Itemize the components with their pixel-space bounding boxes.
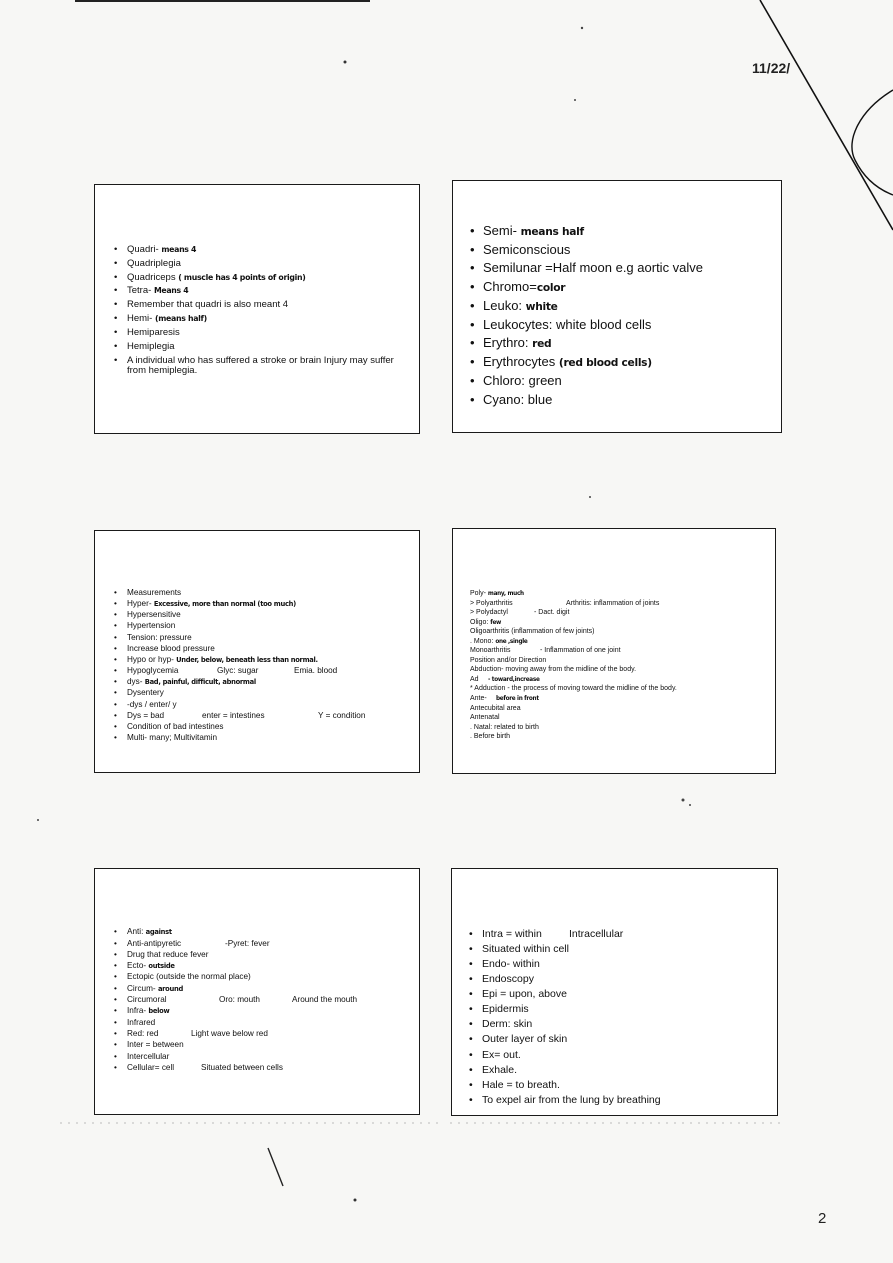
term-text: Drug that reduce fever bbox=[127, 949, 209, 959]
term-text: Around the mouth bbox=[292, 995, 358, 1005]
text-line bbox=[470, 609, 677, 617]
list-item bbox=[111, 666, 365, 675]
term-text: Circum- bbox=[127, 983, 156, 993]
list-item bbox=[466, 1033, 661, 1045]
handwritten-note: Under, below, beneath less than normal. bbox=[176, 655, 318, 664]
text-line bbox=[470, 724, 677, 732]
page-number: 2 bbox=[818, 1210, 827, 1227]
slide-1 bbox=[94, 184, 420, 434]
list-item bbox=[111, 621, 365, 630]
list-item bbox=[466, 1064, 661, 1076]
text-line bbox=[470, 590, 677, 598]
term-text: Tension: pressure bbox=[127, 632, 192, 642]
handwritten-note: below bbox=[148, 1007, 170, 1016]
text-line bbox=[470, 695, 677, 703]
handwritten-note: before in front bbox=[496, 696, 539, 703]
handwritten-note: ( muscle has 4 points of origin) bbox=[178, 272, 306, 282]
term-text: Cyano: blue bbox=[483, 391, 553, 407]
term-text: Outer layer of skin bbox=[482, 1033, 568, 1046]
term-text: Hypersensitive bbox=[127, 610, 181, 620]
slide-2-list bbox=[467, 224, 703, 411]
list-item bbox=[111, 314, 397, 325]
term-text: Epi = upon, above bbox=[482, 988, 567, 1001]
term-text: Antecubital area bbox=[470, 704, 521, 712]
term-text: Red: red bbox=[127, 1029, 159, 1039]
text-line bbox=[470, 685, 677, 693]
list-item bbox=[111, 939, 357, 948]
list-item bbox=[111, 273, 397, 284]
term-text: Endoscopy bbox=[482, 973, 534, 986]
slide-5-list bbox=[111, 927, 357, 1074]
list-item bbox=[467, 336, 703, 351]
term-text: Endo- within bbox=[482, 958, 540, 971]
term-text: -Pyret: fever bbox=[225, 938, 270, 948]
term-text: Semi- bbox=[483, 223, 517, 238]
slide-3 bbox=[94, 530, 420, 773]
term-text: Ante- bbox=[470, 695, 487, 703]
handwritten-note: against bbox=[145, 928, 172, 936]
list-item bbox=[111, 342, 397, 353]
term-text: * Adduction - the process of moving toward the midline of the body. bbox=[470, 685, 677, 693]
list-item bbox=[467, 280, 703, 295]
text-line bbox=[470, 619, 677, 627]
term-text: Hypo or hyp- bbox=[127, 654, 174, 664]
term-text: Intra = within bbox=[482, 928, 542, 940]
term-text: Exhale. bbox=[482, 1063, 518, 1076]
term-text: - Dact. digit bbox=[534, 609, 570, 617]
term-text: Emia. blood bbox=[294, 666, 338, 676]
handwritten-note: Bad, painful, difficult, abnormal bbox=[144, 678, 256, 687]
list-item bbox=[111, 972, 357, 981]
handwritten-note: means half bbox=[520, 225, 584, 238]
text-line bbox=[470, 657, 677, 665]
list-item bbox=[111, 1029, 357, 1038]
list-item bbox=[467, 318, 703, 333]
term-text: Oligo: bbox=[470, 618, 489, 626]
list-item bbox=[467, 299, 703, 314]
term-text: Semilunar =Half moon e.g aortic valve bbox=[483, 260, 704, 276]
handwritten-note: color bbox=[536, 281, 566, 295]
list-item bbox=[467, 374, 703, 389]
term-text: Epidermis bbox=[482, 1003, 529, 1016]
list-item bbox=[111, 688, 365, 697]
term-text: Glyc: sugar bbox=[217, 666, 259, 676]
list-item bbox=[466, 1018, 661, 1030]
term-text: Ecto- bbox=[127, 960, 147, 970]
list-item bbox=[111, 1006, 357, 1016]
term-text: Arthritis: inflammation of joints bbox=[566, 599, 660, 607]
term-text: Chromo= bbox=[483, 279, 537, 295]
term-text: Leukocytes: white blood cells bbox=[483, 316, 652, 332]
list-item bbox=[111, 633, 365, 642]
term-text: Dys = bad bbox=[127, 710, 165, 720]
term-text: Intercellular bbox=[127, 1051, 170, 1061]
list-item bbox=[111, 1018, 357, 1027]
term-text: Anti-antipyretic bbox=[127, 938, 182, 948]
text-line bbox=[470, 628, 677, 636]
slide-4-text bbox=[470, 590, 677, 743]
list-item bbox=[466, 943, 661, 955]
term-text: - Inflammation of one joint bbox=[540, 647, 621, 655]
term-text: Dysentery bbox=[127, 688, 164, 698]
list-item bbox=[111, 961, 357, 971]
term-text: Situated within cell bbox=[482, 943, 569, 956]
term-text: Increase blood pressure bbox=[127, 643, 215, 653]
term-text: Infrared bbox=[127, 1017, 156, 1027]
term-text: Hypoglycemia bbox=[127, 666, 179, 676]
slide-3-list bbox=[111, 588, 365, 744]
handwritten-note: Excessive, more than normal (too much) bbox=[153, 600, 296, 609]
term-text: Infra- bbox=[127, 1006, 147, 1016]
list-item bbox=[111, 700, 365, 709]
list-item bbox=[111, 356, 397, 378]
handwritten-note: outside bbox=[148, 961, 175, 970]
term-text: Hale = to breath. bbox=[482, 1078, 560, 1091]
term-text: Anti: bbox=[127, 927, 144, 936]
term-text: > Polyarthritis bbox=[470, 599, 513, 607]
list-item bbox=[466, 1079, 661, 1091]
slide-1-list bbox=[111, 245, 397, 380]
handwritten-note: - toward,increase bbox=[488, 676, 540, 683]
list-item bbox=[111, 677, 365, 687]
term-text: Condition of bad intestines bbox=[127, 721, 224, 731]
list-item bbox=[467, 355, 703, 370]
term-text: Derm: skin bbox=[482, 1018, 533, 1031]
term-text: Monoarthritis bbox=[470, 647, 511, 655]
handwritten-note: (means half) bbox=[154, 314, 207, 324]
term-text: A individual who has suffered a stroke or brain Injury may suffer from hemiplegia. bbox=[127, 354, 394, 377]
term-text: Remember that quadri is also meant 4 bbox=[127, 299, 289, 311]
slide-6-list bbox=[466, 928, 661, 1109]
term-text: Quadri- bbox=[127, 244, 159, 255]
term-text: Semiconscious bbox=[483, 241, 571, 257]
term-text: Intracellular bbox=[569, 928, 624, 940]
list-item bbox=[111, 1063, 357, 1072]
list-item bbox=[111, 644, 365, 653]
term-text: Inter = between bbox=[127, 1040, 184, 1050]
list-item bbox=[467, 224, 703, 239]
slide-5 bbox=[94, 868, 420, 1115]
list-item bbox=[466, 973, 661, 985]
text-line bbox=[470, 714, 677, 722]
term-text: enter = intestines bbox=[202, 710, 265, 720]
list-item bbox=[111, 950, 357, 959]
page-date: 11/22/ bbox=[752, 60, 791, 76]
list-item bbox=[111, 328, 397, 339]
term-text: dys- bbox=[127, 677, 143, 687]
term-text: Erythro: bbox=[483, 335, 529, 351]
list-item bbox=[467, 261, 703, 276]
handwritten-note: many, much bbox=[487, 591, 524, 597]
handwritten-note: Means 4 bbox=[153, 286, 189, 296]
term-text: Hemi- bbox=[127, 313, 153, 325]
term-text: Quadriplegia bbox=[127, 257, 181, 269]
term-text: To expel air from the lung by breathing bbox=[482, 1093, 661, 1106]
handwritten-note: (red blood cells) bbox=[558, 356, 652, 370]
list-item bbox=[111, 995, 357, 1004]
handwritten-note: white bbox=[525, 299, 558, 313]
term-text: Oro: mouth bbox=[219, 995, 260, 1005]
handwritten-note: means 4 bbox=[161, 245, 197, 254]
term-text: Poly- bbox=[470, 590, 486, 597]
slide-6 bbox=[451, 868, 778, 1116]
list-item bbox=[467, 393, 703, 408]
term-text: Ectopic (outside the normal place) bbox=[127, 972, 251, 982]
term-text: . Before birth bbox=[470, 733, 511, 741]
term-text: Abduction- moving away from the midline of the body. bbox=[470, 666, 637, 674]
term-text: Cellular= cell bbox=[127, 1062, 175, 1072]
list-item bbox=[111, 711, 365, 720]
list-item bbox=[111, 655, 365, 665]
list-item bbox=[111, 733, 365, 742]
term-text: Position and/or Direction bbox=[470, 656, 547, 664]
list-item bbox=[111, 610, 365, 619]
term-text: -dys / enter/ y bbox=[127, 699, 177, 709]
list-item bbox=[111, 927, 357, 937]
term-text: Y = condition bbox=[318, 710, 366, 720]
term-text: Multi- many; Multivitamin bbox=[127, 732, 218, 742]
list-item bbox=[111, 1040, 357, 1049]
text-line bbox=[470, 647, 677, 655]
handwritten-note: one ,single bbox=[495, 638, 528, 645]
term-text: Ex= out. bbox=[482, 1048, 521, 1061]
term-text: Hypertension bbox=[127, 621, 176, 631]
handwritten-note: around bbox=[157, 984, 183, 993]
list-item bbox=[111, 259, 397, 270]
term-text: Leuko: bbox=[483, 297, 523, 313]
list-item bbox=[111, 300, 397, 311]
slide-2 bbox=[452, 180, 782, 433]
text-line bbox=[470, 676, 677, 684]
text-line bbox=[470, 733, 677, 741]
handwritten-note: few bbox=[490, 619, 502, 626]
text-line bbox=[470, 638, 677, 646]
term-text: Erythrocytes bbox=[483, 354, 556, 370]
term-text: Ad bbox=[470, 675, 479, 683]
term-text: . Natal: related to birth bbox=[470, 723, 539, 731]
term-text: Antenatal bbox=[470, 714, 500, 722]
list-item bbox=[111, 722, 365, 731]
text-line bbox=[470, 600, 677, 608]
list-item bbox=[111, 245, 397, 256]
term-text: Circumoral bbox=[127, 995, 167, 1005]
term-text: Quadriceps bbox=[127, 271, 176, 283]
text-line bbox=[470, 666, 677, 674]
term-text: Hemiparesis bbox=[127, 326, 180, 338]
list-item bbox=[466, 1003, 661, 1015]
list-item bbox=[111, 599, 365, 609]
term-text: Chloro: green bbox=[483, 372, 562, 388]
term-text: Situated between cells bbox=[201, 1062, 283, 1072]
list-item bbox=[466, 1094, 661, 1106]
term-text: Hyper- bbox=[127, 599, 152, 609]
slide-4 bbox=[452, 528, 776, 774]
text-line bbox=[470, 705, 677, 713]
list-item bbox=[111, 588, 365, 597]
term-text: Hemiplegia bbox=[127, 340, 175, 352]
list-item bbox=[467, 243, 703, 258]
term-text: Light wave below red bbox=[191, 1029, 268, 1039]
list-item bbox=[111, 1052, 357, 1061]
handwritten-note: red bbox=[532, 337, 552, 351]
term-text: Measurements bbox=[127, 588, 182, 597]
list-item bbox=[466, 928, 661, 940]
list-item bbox=[111, 286, 397, 297]
list-item bbox=[466, 958, 661, 970]
list-item bbox=[111, 984, 357, 994]
term-text: . Mono: bbox=[470, 637, 494, 645]
term-text: > Polydactyl bbox=[470, 609, 508, 617]
term-text: Tetra- bbox=[127, 285, 152, 297]
list-item bbox=[466, 1049, 661, 1061]
list-item bbox=[466, 988, 661, 1000]
term-text: Oligoarthritis (inflammation of few joints) bbox=[470, 628, 595, 636]
